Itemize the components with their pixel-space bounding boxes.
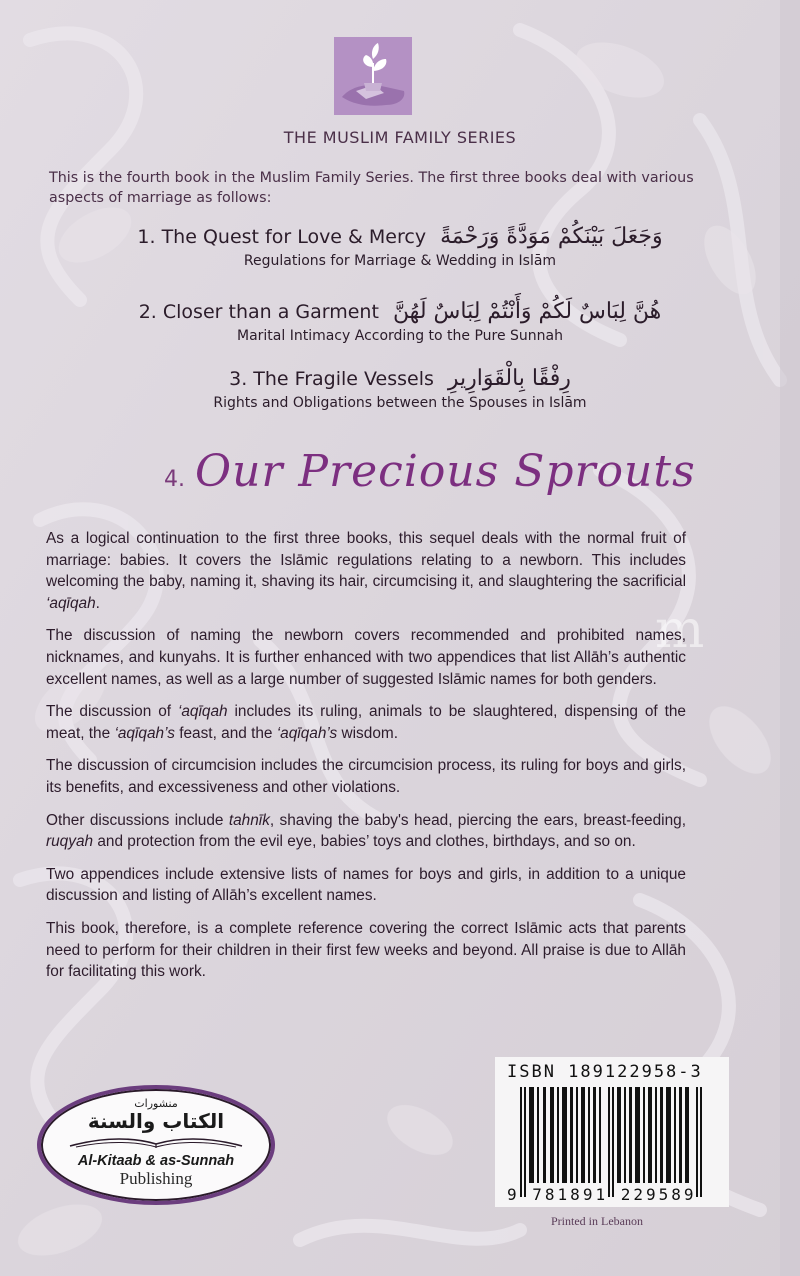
italic-term: ‘aqīqah xyxy=(46,594,96,612)
printed-in-label: Printed in Lebanon xyxy=(551,1214,643,1228)
description-paragraph xyxy=(46,755,686,798)
text-run: The discussion of xyxy=(46,703,178,721)
series-title: THE MUSLIM FAMILY SERIES xyxy=(283,128,517,147)
current-book-number: 4. xyxy=(164,467,185,492)
italic-term: ‘aqīqah’s xyxy=(114,724,175,742)
text-run: . xyxy=(95,594,100,612)
publisher-english-name: Al-Kitaab & as-Sunnah xyxy=(77,1153,235,1169)
book-item-3 xyxy=(0,366,800,411)
italic-term: ‘aqīqah xyxy=(177,703,228,721)
book-title: 3. The Fragile Vessels xyxy=(229,368,434,390)
open-book-icon xyxy=(66,1132,246,1148)
book-subtitle: Rights and Obligations between the Spouses in Islām xyxy=(213,395,587,411)
ean-group-1: 781891 xyxy=(532,1185,609,1204)
description-paragraph xyxy=(46,701,686,744)
italic-term: ruqyah xyxy=(46,833,94,851)
book-arabic-verse: هُنَّ لِبَاسٌ لَكُمْ وَأَنْتُمْ لِبَاسٌ لَهُنَّ xyxy=(392,299,662,324)
series-logo xyxy=(334,37,412,115)
italic-term: ‘aqīqah’s xyxy=(276,724,338,742)
text-run: The discussion of naming the newborn covers recommended and prohibited names, nicknames, and kunyahs. It is further enhanced with two appendices that list Allāh’s authentic excellent names, as well as a large number of suggested Islāmic names for both genders. xyxy=(46,627,686,688)
description-paragraph xyxy=(46,810,686,853)
text-run: , shaving the baby's head, piercing the ears, breast-feeding, xyxy=(269,811,686,829)
text-run: As a logical continuation to the first three books, this sequel deals with the normal fruit of marriage: babies. It covers the Islāmic regulations relating to a newborn. This includes welcoming the baby, naming it, shaving its hair, circumcising it, and slaughtering the sacrificial xyxy=(46,530,686,591)
text-run: includes its ruling, animals to be slaughtered, dispensing of the meat, the xyxy=(46,703,686,742)
book-item-2 xyxy=(0,299,800,344)
description-paragraph xyxy=(46,864,686,907)
publisher-logo xyxy=(37,1085,275,1205)
book-arabic-verse: رِفْقًا بِالْقَوَارِيرِ xyxy=(447,366,571,391)
book-arabic-verse: وَجَعَلَ بَيْنَكُمْ مَوَدَّةً وَرَحْمَةً xyxy=(440,224,663,249)
isbn-barcode xyxy=(495,1057,729,1207)
book-title: 2. Closer than a Garment xyxy=(138,301,379,323)
text-run: and protection from the evil eye, babies’ toys and clothes, birthdays, and so on. xyxy=(93,833,636,851)
intro-text: This is the fourth book in the Muslim Family Series. The first three books deal with various aspects of marriage as follows: xyxy=(49,170,694,206)
description-paragraph xyxy=(46,918,686,983)
publisher-arabic-name: الكتاب والسنة xyxy=(87,1109,225,1133)
text-run: This book, therefore, is a complete reference covering the correct Islāmic acts that parents need to perform for their children in their first few weeks and beyond. All praise is due to Allāh for facilitating this work. xyxy=(46,919,686,981)
current-book-heading xyxy=(164,446,696,497)
publisher-subtitle: Publishing xyxy=(119,1169,193,1188)
publisher-arabic-top: منشورات xyxy=(134,1097,178,1110)
ean-lead-digit: 9 xyxy=(507,1185,520,1204)
text-run: The discussion of circumcision includes the circumcision process, its ruling for boys and girls, its benefits, and excessiveness and other violations. xyxy=(46,757,686,796)
isbn-label: ISBN 189122958-3 xyxy=(507,1062,703,1082)
current-book-title: Our Precious Sprouts xyxy=(195,446,696,497)
book-description xyxy=(46,528,686,994)
description-paragraph xyxy=(46,528,686,614)
book-item-1 xyxy=(0,224,800,269)
text-run: Other discussions include xyxy=(46,811,229,829)
text-run: feast, and the xyxy=(174,724,277,742)
text-run: wisdom. xyxy=(337,724,398,742)
text-run: Two appendices include extensive lists of names for boys and girls, in addition to a unique discussion and listing of Allāh’s excellent names. xyxy=(46,865,686,905)
book-subtitle: Regulations for Marriage & Wedding in Islām xyxy=(243,253,557,269)
watermark: m xyxy=(655,600,705,660)
description-paragraph xyxy=(46,625,686,690)
ean-number xyxy=(507,1185,697,1204)
book-title: 1. The Quest for Love & Mercy xyxy=(137,226,427,248)
barcode-bars xyxy=(520,1087,710,1199)
hand-holding-sprout-icon xyxy=(334,37,412,115)
book-subtitle: Marital Intimacy According to the Pure Sunnah xyxy=(237,328,563,344)
italic-term: tahnīk xyxy=(228,811,270,829)
ean-group-2: 229589 xyxy=(620,1185,697,1204)
